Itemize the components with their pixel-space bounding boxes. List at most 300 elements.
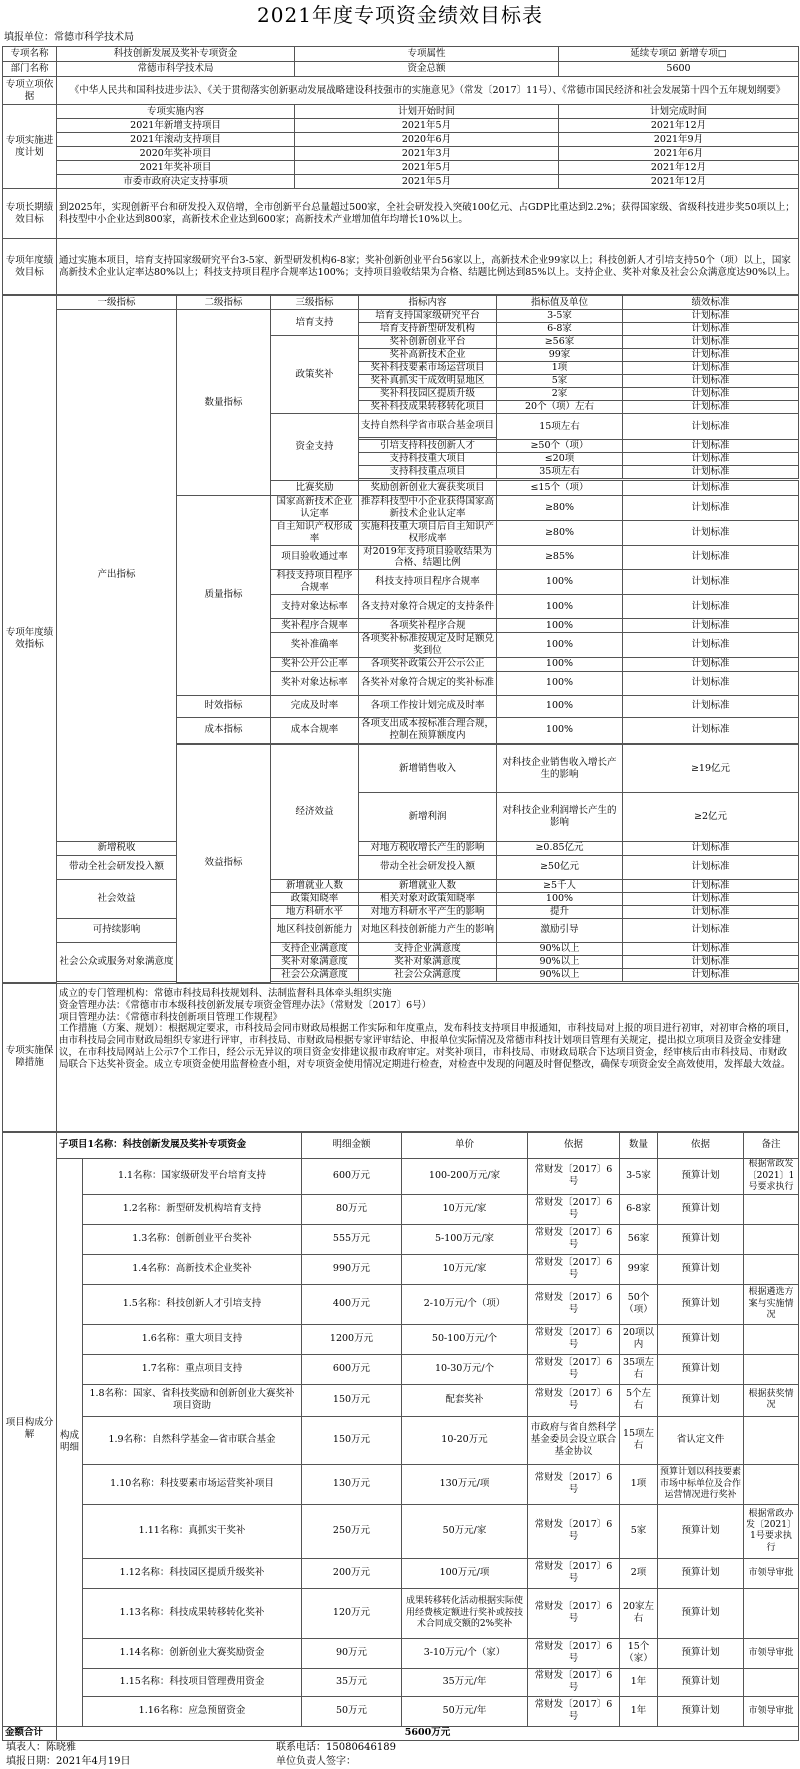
item-basis: 常财发〔2017〕6号	[528, 1588, 620, 1638]
indicator-value: ≥2亿元	[623, 793, 799, 842]
item-amount: 50万元	[302, 1696, 402, 1726]
indicator-value: 90%以上	[497, 955, 623, 968]
indicator-value: ≥0.85亿元	[497, 841, 623, 855]
item-basis: 常财发〔2017〕6号	[528, 1384, 620, 1416]
indicator-content: 带动全社会研发投入额	[359, 855, 497, 879]
schedule-content: 2021年新增支持项目	[57, 119, 295, 133]
indicator-content: 各项支出成本按标准合理合规，控制在预算额度内	[359, 717, 497, 743]
indicator-l3: 国家高新技术企业认定率	[271, 496, 359, 521]
table-row	[3, 1668, 799, 1696]
indicator-standard: 计划标准	[623, 595, 799, 619]
schedule-start: 2021年5月	[295, 175, 559, 189]
indicator-content: 各项奖补程序合规	[359, 619, 497, 633]
indicator-table	[2, 295, 799, 983]
indicator-standard: 计划标准	[623, 440, 799, 453]
item-qty: 1年	[620, 1668, 658, 1696]
indicator-content: 培育支持国家级研究平台	[359, 310, 497, 323]
indicator-content: 奖补真抓实干成效明显地区	[359, 375, 497, 388]
indicator-content: 奖补对象满意度	[359, 955, 497, 968]
indicator-value: 3-5家	[497, 310, 623, 323]
item-basis2: 预算计划	[658, 1254, 744, 1284]
indicator-standard: 计划标准	[623, 619, 799, 633]
indicator-standard: 计划标准	[623, 942, 799, 955]
project-name: 科技创新发展及奖补专项资金	[57, 47, 295, 62]
col-value: 指标值及单位	[497, 296, 623, 310]
item-note: 市领导审批	[744, 1558, 799, 1588]
item-price: 50-100万元/个	[402, 1324, 528, 1354]
l2-social: 社会效益	[57, 879, 177, 918]
indicator-content: 新增就业人数	[359, 879, 497, 892]
indicator-value: 100%	[497, 619, 623, 633]
long-term-text: 到2025年，实现创新平台和研发投入双倍增，全市创新平台总量超过500家，全社会研发投入突破100亿元、占GDP比重达到2.2%；获得国家级、省级科技进步奖50项以上；科技型中小企业达到800家，高新技术企业达到600家；高新技术产业增加值年均增长10%以上。	[57, 189, 799, 239]
indicator-value: 100%	[497, 892, 623, 905]
basis-label: 专项立项依据	[3, 77, 57, 105]
project-name-label: 专项名称	[3, 47, 57, 62]
item-basis: 常财发〔2017〕6号	[528, 1668, 620, 1696]
indicator-value: 15项左右	[497, 414, 623, 440]
table-row	[3, 1638, 799, 1668]
indicator-standard: 计划标准	[623, 671, 799, 695]
table-row	[3, 1354, 799, 1384]
item-note: 市领导审批	[744, 1696, 799, 1726]
item-basis2: 预算计划	[658, 1668, 744, 1696]
item-basis2: 预算计划	[658, 1158, 744, 1194]
indicator-value: 90%以上	[497, 942, 623, 955]
item-price: 50万元/家	[402, 1504, 528, 1558]
indicators-label: 专项年度绩效指标	[3, 296, 57, 983]
long-term-label: 专项长期绩效目标	[3, 189, 57, 239]
indicator-content: 对地方税收增长产生的影响	[359, 841, 497, 855]
indicator-content: 奖补高新技术企业	[359, 349, 497, 362]
indicator-content: 各项工作按计划完成及时率	[359, 695, 497, 717]
indicator-value: 2家	[497, 388, 623, 401]
item-price: 50万元/年	[402, 1696, 528, 1726]
indicator-value: 100%	[497, 595, 623, 619]
item-qty: 15项左右	[620, 1416, 658, 1464]
item-price: 10-20万元	[402, 1416, 528, 1464]
item-price: 10-30万元/个	[402, 1354, 528, 1384]
item-price: 3-10万元/个（家）	[402, 1638, 528, 1668]
indicator-standard: 计划标准	[623, 520, 799, 545]
indicator-content: 推荐科技型中小企业获得国家高新技术企业认定率	[359, 496, 497, 521]
item-basis: 常财发〔2017〕6号	[528, 1464, 620, 1504]
item-basis: 常财发〔2017〕6号	[528, 1324, 620, 1354]
item-basis2: 预算计划	[658, 1384, 744, 1416]
guarantee-table	[2, 983, 799, 1132]
indicator-l3: 社会公众满意度	[271, 968, 359, 981]
item-amount: 990万元	[302, 1254, 402, 1284]
dept-label: 部门名称	[3, 62, 57, 77]
table-row	[3, 1416, 799, 1464]
item-price: 5-100万元/家	[402, 1224, 528, 1254]
item-amount: 150万元	[302, 1384, 402, 1416]
indicator-l3: 自主知识产权形成率	[271, 520, 359, 545]
indicator-standard: 计划标准	[623, 918, 799, 942]
item-basis2: 预算计划	[658, 1558, 744, 1588]
indicator-value: 提升	[497, 905, 623, 918]
indicator-l3: 带动全社会研发投入额	[57, 855, 177, 879]
item-amount: 600万元	[302, 1158, 402, 1194]
indicator-value: ≥80%	[497, 520, 623, 545]
item-qty: 99家	[620, 1254, 658, 1284]
item-name: 1.15名称：科技项目管理费用资金	[83, 1668, 302, 1696]
item-price: 10万元/家	[402, 1254, 528, 1284]
col-l1: 一级指标	[57, 296, 177, 310]
table-row	[3, 1224, 799, 1254]
indicator-value: 6-8家	[497, 323, 623, 336]
indicator-standard: 计划标准	[623, 401, 799, 414]
item-amount: 120万元	[302, 1588, 402, 1638]
item-note	[744, 1464, 799, 1504]
item-basis: 常财发〔2017〕6号	[528, 1504, 620, 1558]
item-qty: 20家左右	[620, 1588, 658, 1638]
item-basis: 常财发〔2017〕6号	[528, 1158, 620, 1194]
table-row	[3, 133, 799, 147]
item-name: 1.11名称：真抓实干奖补	[83, 1504, 302, 1558]
indicator-content: 培育支持新型研发机构	[359, 323, 497, 336]
item-price: 配套奖补	[402, 1384, 528, 1416]
indicator-content: 奖励创新创业大赛获奖项目	[359, 481, 497, 496]
item-basis: 常财发〔2017〕6号	[528, 1638, 620, 1668]
composition-sub-label: 构成明细	[57, 1158, 83, 1726]
table-row	[3, 119, 799, 133]
indicator-content: 支持科技重大项目	[359, 453, 497, 466]
indicator-l3: 奖补准确率	[271, 633, 359, 658]
composition-table	[2, 1132, 799, 1741]
filler: 填表人：陈晓雅	[6, 1741, 76, 1753]
item-basis2: 预算计划	[658, 1588, 744, 1638]
annual-text: 通过实施本项目，培育支持国家级研究平台3-5家、新型研发机构6-8家；奖补创新创业平台56家以上，高新技术企业99家以上；科技创新人才引培支持50个（项）以上，国家高新技术企业认定率达80%以上；科技支持项目程序合规率达100%；支持项目验收结果为合格、结题比例达到85%以上。支持企业、奖补对象及社会公众满意度达90%以上。	[57, 239, 799, 295]
item-basis: 常财发〔2017〕6号	[528, 1558, 620, 1588]
item-qty: 50个（项）	[620, 1284, 658, 1324]
indicator-value: 1项	[497, 362, 623, 375]
item-amount: 35万元	[302, 1668, 402, 1696]
item-note	[744, 1324, 799, 1354]
item-basis2: 预算计划以科技要素市场中标单位及合作运营情况进行奖补	[658, 1464, 744, 1504]
item-qty: 3-5家	[620, 1158, 658, 1194]
item-name: 1.4名称：高新技术企业奖补	[83, 1254, 302, 1284]
l2-quantity: 数量指标	[177, 310, 271, 496]
indicator-value: ≥50亿元	[497, 855, 623, 879]
indicator-value: 激励引导	[497, 918, 623, 942]
schedule-start: 2021年3月	[295, 147, 559, 161]
indicator-l3: 新增利润	[359, 793, 497, 842]
indicator-value: ≥5千人	[497, 879, 623, 892]
indicator-l3: 奖补公开公正率	[271, 657, 359, 671]
table-row	[3, 1284, 799, 1324]
l3-contest: 比赛奖励	[271, 481, 359, 496]
table-row	[3, 918, 799, 942]
indicator-l3: 支持对象达标率	[271, 595, 359, 619]
l2-econ: 经济效益	[271, 744, 359, 879]
indicator-value: ≥50个（项）	[497, 440, 623, 453]
schedule-content: 2021年滚动支持项目	[57, 133, 295, 147]
indicator-content: 奖补创新创业平台	[359, 336, 497, 349]
indicator-content: 各奖补对象符合规定的奖补标准	[359, 671, 497, 695]
indicator-standard: 计划标准	[623, 968, 799, 981]
indicator-value: ≤15个（项）	[497, 481, 623, 496]
indicator-l3: 新增销售收入	[359, 744, 497, 793]
col-basis2: 依据	[658, 1132, 744, 1158]
l2-cost: 成本指标	[177, 717, 271, 743]
fill-date: 填报日期：2021年4月19日	[6, 1755, 131, 1767]
item-name: 1.3名称：创新创业平台奖补	[83, 1224, 302, 1254]
indicator-value: 100%	[497, 570, 623, 595]
basis-text: 《中华人民共和国科技进步法》、《关于贯彻落实创新驱动发展战略建设科技强市的实施意见》（常发〔2017〕11号）、《常德市国民经济和社会发展第十四个五年规划纲要》	[57, 77, 799, 105]
indicator-l3: 地方科研水平	[271, 905, 359, 918]
indicator-value: 100%	[497, 657, 623, 671]
schedule-start: 2021年5月	[295, 161, 559, 175]
indicator-standard: 计划标准	[623, 879, 799, 892]
schedule-end: 2021年9月	[559, 133, 799, 147]
item-qty: 15个（家）	[620, 1638, 658, 1668]
indicator-content: 支持企业满意度	[359, 942, 497, 955]
item-basis2: 预算计划	[658, 1284, 744, 1324]
indicator-standard: 计划标准	[623, 633, 799, 658]
item-price: 35万元/年	[402, 1668, 528, 1696]
guarantee-label: 专项实施保障措施	[3, 983, 57, 1131]
attr-label: 专项属性	[295, 47, 559, 62]
indicator-value: 100%	[497, 671, 623, 695]
indicator-standard: 计划标准	[623, 336, 799, 349]
table-row	[3, 310, 799, 323]
indicator-standard: 计划标准	[623, 414, 799, 440]
item-basis: 市政府与省自然科学基金委员会设立联合基金协议	[528, 1416, 620, 1464]
indicator-value: 90%以上	[497, 968, 623, 981]
item-amount: 200万元	[302, 1558, 402, 1588]
indicator-standard: 计划标准	[623, 453, 799, 466]
item-name: 1.6名称：重大项目支持	[83, 1324, 302, 1354]
indicator-standard: 计划标准	[623, 892, 799, 905]
indicator-standard: 计划标准	[623, 955, 799, 968]
indicator-standard: 计划标准	[623, 466, 799, 479]
footer	[2, 1741, 798, 1769]
l2-time: 时效指标	[177, 695, 271, 717]
item-note	[744, 1416, 799, 1464]
table-row	[3, 161, 799, 175]
l1-output: 产出指标	[57, 310, 177, 842]
table-row	[3, 1696, 799, 1726]
indicator-content: 各支持对象符合规定的支持条件	[359, 595, 497, 619]
item-basis: 常财发〔2017〕6号	[528, 1284, 620, 1324]
indicator-l3: 支持企业满意度	[271, 942, 359, 955]
header-table	[2, 46, 799, 295]
item-price: 成果转移转化活动根据实际使用经费核定额进行奖补或按技术合同成交额的2%奖补	[402, 1588, 528, 1638]
indicator-value: 20个（项）左右	[497, 401, 623, 414]
l2-quality: 质量指标	[177, 496, 271, 696]
composition-label: 项目构成分解	[3, 1132, 57, 1726]
indicator-standard: 计划标准	[623, 375, 799, 388]
table-row	[3, 942, 799, 955]
indicator-content: 支持自然科学省市联合基金项目	[359, 414, 497, 438]
indicator-content: 科技支持项目程序合规率	[359, 570, 497, 595]
guarantee-text: 成立的专门管理机构：常德市科技局科技规划科、法制监督科具体牵头组织实施 资金管理办法：《常德市市本级科技创新发展专项资金管理办法》（常财发〔2017〕6号） 项目管理办法：《常德市科技创新项目管理工作规程》 工作措施（方案、规划）：根据规定要求，市科技局会同市财政局根据工作实际和年度重点，发布科技支持项目申报通知，市科技局对上报的项目进行初审，对初审合格的项目，由市科技局会同市财政局组织专家进行评审，市科技局、市财政局根据专家评审结论、申报单位实际情况及常德市科技计划项目管理有关规定，提出拟立项项目及资金安排建议，在市科技局网站上公示7个工作日，经公示无异议的项目资金安排建议报市政府审定。对奖补项目，市科技局、市财政局联合下达项目资金，经审核后由市科技局、市财政局联合下达奖补资金。成立专项资金使用监督检查小组，对专项资金使用情况定期进行检查，对检查中发现的问题及时督促整改，确保专项资金安全高效使用，发挥最大效益。	[57, 983, 799, 1131]
item-note: 根据遴选方案与实施情况	[744, 1284, 799, 1324]
schedule-end: 2021年12月	[559, 161, 799, 175]
col-price: 单价	[402, 1132, 528, 1158]
indicator-content: 相关对象对政策知晓率	[359, 892, 497, 905]
item-name: 1.1名称：国家级研发平台培育支持	[83, 1158, 302, 1194]
l2-sustain: 可持续影响	[57, 918, 177, 942]
indicator-content: 实施科技重大项目后自主知识产权形成率	[359, 520, 497, 545]
indicator-l3: 项目验收通过率	[271, 545, 359, 570]
item-amount: 80万元	[302, 1194, 402, 1224]
indicator-standard: 计划标准	[623, 349, 799, 362]
schedule-col-content: 专项实施内容	[57, 105, 295, 119]
total-row-value: 5600万元	[57, 1726, 799, 1740]
dept-value: 常德市科学技术局	[57, 62, 295, 77]
item-note	[744, 1668, 799, 1696]
indicator-standard: 计划标准	[623, 717, 799, 743]
indicator-l3: 地区科技创新能力	[271, 918, 359, 942]
item-basis2: 预算计划	[658, 1696, 744, 1726]
col-note: 备注	[744, 1132, 799, 1158]
indicator-value: ≥80%	[497, 496, 623, 521]
item-note: 根据常政发〔2021〕1号要求执行	[744, 1158, 799, 1194]
item-qty: 35项左右	[620, 1354, 658, 1384]
item-price: 10万元/家	[402, 1194, 528, 1224]
schedule-content: 市委市政府决定支持事项	[57, 175, 295, 189]
item-qty: 5家	[620, 1504, 658, 1558]
item-basis: 常财发〔2017〕6号	[528, 1354, 620, 1384]
schedule-end: 2021年6月	[559, 147, 799, 161]
item-basis2: 预算计划	[658, 1324, 744, 1354]
item-amount: 1200万元	[302, 1324, 402, 1354]
indicator-value: 100%	[497, 717, 623, 743]
table-row	[3, 879, 799, 892]
item-name: 1.2名称：新型研发机构培育支持	[83, 1194, 302, 1224]
item-name: 1.14名称：创新创业大赛奖励资金	[83, 1638, 302, 1668]
item-note: 市领导审批	[744, 1638, 799, 1668]
table-row	[3, 1254, 799, 1284]
item-name: 1.12名称：科技园区提质升级奖补	[83, 1558, 302, 1588]
item-note: 根据获奖情况	[744, 1384, 799, 1416]
indicator-standard: 计划标准	[623, 570, 799, 595]
item-basis: 常财发〔2017〕6号	[528, 1696, 620, 1726]
indicator-value: 35项左右	[497, 466, 623, 479]
indicator-content: 引培支持科技创新人才	[359, 440, 497, 453]
item-price: 130万元/项	[402, 1464, 528, 1504]
table-row	[3, 1324, 799, 1354]
schedule-col-start: 计划开始时间	[295, 105, 559, 119]
document-title: 2021年度专项资金绩效目标表	[257, 3, 543, 27]
schedule-content: 2020年奖补项目	[57, 147, 295, 161]
item-name: 1.16名称：应急预留资金	[83, 1696, 302, 1726]
l1-benefit: 效益指标	[177, 744, 271, 982]
item-note	[744, 1588, 799, 1638]
indicator-l3: 科技支持项目程序合规率	[271, 570, 359, 595]
col-l2: 二级指标	[177, 296, 271, 310]
schedule-end: 2021年12月	[559, 175, 799, 189]
indicator-content: 奖补科技要素市场运营项目	[359, 362, 497, 375]
indicator-content: 对科技企业销售收入增长产生的影响	[497, 744, 623, 793]
item-name: 1.8名称：国家、省科技奖励和创新创业大赛奖补项目资助	[83, 1384, 302, 1416]
item-note: 根据常政办发〔2021〕1号要求执行	[744, 1504, 799, 1558]
l3-fund: 资金支持	[271, 414, 359, 481]
item-note	[744, 1224, 799, 1254]
contact-phone: 联系电话：15080646189	[276, 1741, 396, 1753]
indicator-l3: 新增就业人数	[271, 879, 359, 892]
item-qty: 1项	[620, 1464, 658, 1504]
table-row	[3, 147, 799, 161]
schedule-start: 2020年6月	[295, 133, 559, 147]
indicator-standard: 计划标准	[623, 362, 799, 375]
item-amount: 600万元	[302, 1354, 402, 1384]
item-basis2: 省认定文件	[658, 1416, 744, 1464]
schedule-start: 2021年5月	[295, 119, 559, 133]
total-label: 资金总额	[295, 62, 559, 77]
item-amount: 150万元	[302, 1416, 402, 1464]
indicator-value: ≥56家	[497, 336, 623, 349]
item-amount: 90万元	[302, 1638, 402, 1668]
item-basis2: 预算计划	[658, 1504, 744, 1558]
indicator-standard: 计划标准	[623, 841, 799, 855]
indicator-content: 各项奖补政策公开公示公正	[359, 657, 497, 671]
indicator-content: 对地区科技创新能力产生的影响	[359, 918, 497, 942]
indicator-standard: 计划标准	[623, 323, 799, 336]
indicator-l3: 奖补程序合规率	[271, 619, 359, 633]
indicator-standard: 计划标准	[623, 388, 799, 401]
col-content: 指标内容	[359, 296, 497, 310]
leader-signature: 单位负责人签字：	[276, 1755, 356, 1767]
table-row	[3, 1194, 799, 1224]
indicator-content: 支持科技重点项目	[359, 466, 497, 479]
total-value: 5600	[559, 62, 799, 77]
item-basis: 常财发〔2017〕6号	[528, 1224, 620, 1254]
indicator-l3: 成本合规率	[271, 717, 359, 743]
item-name: 1.9名称：自然科学基金—省市联合基金	[83, 1416, 302, 1464]
indicator-l3: 奖补对象满意度	[271, 955, 359, 968]
table-row	[3, 175, 799, 189]
item-basis2: 预算计划	[658, 1638, 744, 1668]
indicator-value: 99家	[497, 349, 623, 362]
item-qty: 56家	[620, 1224, 658, 1254]
table-row	[3, 841, 799, 855]
indicator-standard: 计划标准	[623, 545, 799, 570]
item-qty: 1年	[620, 1696, 658, 1726]
item-note	[744, 1354, 799, 1384]
table-row	[3, 1384, 799, 1416]
indicator-content: 奖补科技成果转移转化项目	[359, 401, 497, 414]
annual-label: 专项年度绩效目标	[3, 239, 57, 295]
table-row	[3, 1558, 799, 1588]
l2-satisfaction: 社会公众或服务对象满意度	[57, 942, 177, 981]
item-name: 1.7名称：重点项目支持	[83, 1354, 302, 1384]
indicator-l3: 奖补对象达标率	[271, 671, 359, 695]
indicator-standard: 计划标准	[623, 695, 799, 717]
item-price: 2-10万元/个（项）	[402, 1284, 528, 1324]
item-qty: 5个左右	[620, 1384, 658, 1416]
attr-value: 延续专项☑ 新增专项□	[559, 47, 799, 62]
indicator-value: 5家	[497, 375, 623, 388]
indicator-standard: 计划标准	[623, 481, 799, 496]
sub-project-title: 子项目1名称：科技创新发展及奖补专项资金	[57, 1132, 302, 1158]
item-amount: 400万元	[302, 1284, 402, 1324]
item-name: 1.5名称：科技创新人才引培支持	[83, 1284, 302, 1324]
indicator-content: 对科技企业利润增长产生的影响	[497, 793, 623, 842]
item-amount: 250万元	[302, 1504, 402, 1558]
indicator-value: ≤20项	[497, 453, 623, 466]
l3-policy: 政策奖补	[271, 336, 359, 414]
table-row	[3, 1588, 799, 1638]
total-row-label: 金额合计	[3, 1726, 57, 1740]
col-l3: 三级指标	[271, 296, 359, 310]
indicator-l3: 政策知晓率	[271, 892, 359, 905]
table-row	[3, 1504, 799, 1558]
item-name: 1.10名称：科技要素市场运营奖补项目	[83, 1464, 302, 1504]
indicator-content: 对2019年支持项目验收结果为合格、结题比例	[359, 545, 497, 570]
item-note	[744, 1254, 799, 1284]
